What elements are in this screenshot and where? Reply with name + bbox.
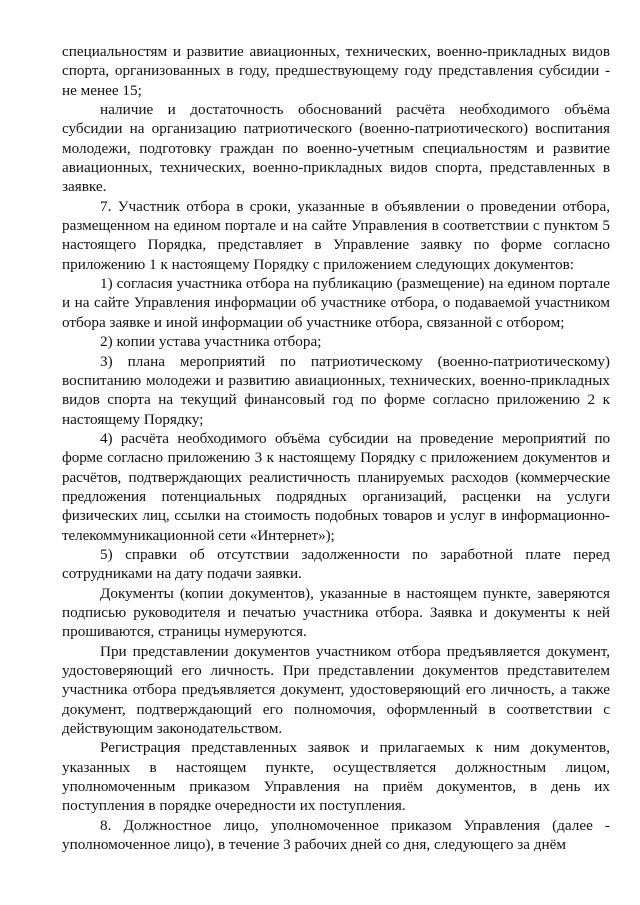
paragraph-10: При представлении документов участником отбора предъявляется документ, удостоверяющий его личность. При представлении документов представителем участника отбора предъявляется документ, удостоверяющий его личность, а также документ, подтверждающий его полномочия, оформленный в соответствии с действующим законодательством. <box>62 642 610 738</box>
document-page <box>62 42 610 854</box>
paragraph-9: Документы (копии документов), указанные в настоящем пункте, заверяются подписью руководителя и печатью участника отбора. Заявка и документы к ней прошиваются, страницы нумеруются. <box>62 584 610 641</box>
paragraph-8: 5) справки об отсутствии задолженности по заработной плате перед сотрудниками на дату подачи заявки. <box>62 545 610 583</box>
paragraph-7: 4) расчёта необходимого объёма субсидии на проведение мероприятий по форме согласно приложению 3 к настоящему Порядку с приложением документов и расчётов, подтверждающих реалистичность планируемых расходов (коммерческие предложения потенциальных подрядных организаций, расценки на услуги физических лиц, ссылки на стоимость подобных товаров и услуг в информационно-телекоммуникационной сети «Интернет»); <box>62 429 610 544</box>
paragraph-3: 7. Участник отбора в сроки, указанные в объявлении о проведении отбора, размещенном на едином портале и на сайте Управления в соответствии с пунктом 5 настоящего Порядка, представляет в Управление заявку по форме согласно приложению 1 к настоящему Порядку с приложением следующих документов: <box>62 197 610 273</box>
paragraph-6: 3) плана мероприятий по патриотическому (военно-патриотическому) воспитанию молодежи и развитию авиационных, технических, военно-прикладных видов спорта на текущий финансовый год по форме согласно приложению 2 к настоящему Порядку; <box>62 352 610 428</box>
paragraph-1: специальностям и развитие авиационных, технических, военно-прикладных видов спорта, организованных в году, предшествующему году представления субсидии - не менее 15; <box>62 43 610 99</box>
paragraph-12: 8. Должностное лицо, уполномоченное приказом Управления (далее - уполномоченное лицо), в течение 3 рабочих дней со дня, следующего за днём <box>62 816 610 854</box>
paragraph-4: 1) согласия участника отбора на публикацию (размещение) на едином портале и на сайте Управления информации об участнике отбора, о подаваемой участником отбора заявке и иной информации об участнике отбора, связанной с отбором; <box>62 275 610 331</box>
paragraph-2: наличие и достаточность обоснований расчёта необходимого объёма субсидии на организацию патриотического (военно-патриотического) воспитания молодежи, подготовку граждан по военно-учетным специальностям и развитие авиационных, технических, военно-прикладных видов спорта, представленных в заявке. <box>62 101 610 196</box>
paragraph-11: Регистрация представленных заявок и прилагаемых к ним документов, указанных в настоящем пункте, осуществляется должностным лицом, уполномоченным приказом Управления на приём документов, в день их поступления в порядке очередности их поступления. <box>62 739 610 815</box>
paragraph-5: 2) копии устава участника отбора; <box>100 333 322 351</box>
